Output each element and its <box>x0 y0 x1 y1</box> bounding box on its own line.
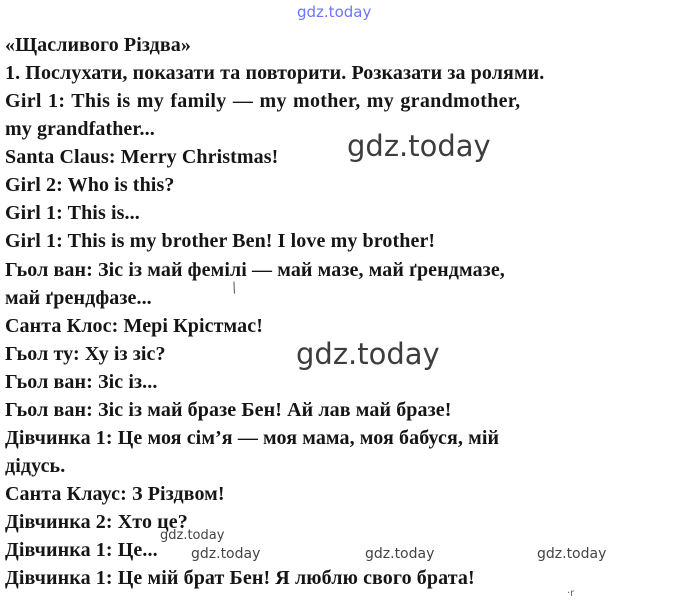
dialogue-line: Гьол ван: Зіс із... <box>5 371 158 393</box>
dialogue-line: Girl 1: This is... <box>5 202 140 224</box>
dialogue-line: Санта Клос: Мері Крістмас! <box>5 315 263 337</box>
stray-pen-mark: ·r <box>567 588 575 599</box>
dialogue-line: Гьол ван: Зіс із май фемілі — май мазе, май ґрендмазе, <box>5 259 505 281</box>
watermark-small: gdz.today <box>191 546 261 562</box>
dialogue-line: Санта Клаус: З Різдвом! <box>5 483 225 505</box>
stray-pen-mark: / <box>229 279 240 297</box>
watermark-small: gdz.today <box>365 546 435 562</box>
watermark-small: gdz.today <box>537 546 607 562</box>
dialogue-line: Santa Claus: Merry Christmas! <box>5 146 279 168</box>
dialogue-line: my grandfather... <box>5 118 155 140</box>
watermark-large: gdz.today <box>347 129 491 163</box>
dialogue-line: Girl 1: This is my brother Ben! I love my brother! <box>5 230 436 252</box>
dialogue-line: Дівчинка 2: Хто це? <box>5 511 188 533</box>
watermark-large: gdz.today <box>296 337 440 371</box>
dialogue-line: Дівчинка 1: Це мій брат Бен! Я люблю свого брата! <box>5 567 475 589</box>
watermark-small: gdz.today <box>160 528 225 543</box>
dialogue-line: Гьол ван: Зіс із май бразе Бен! Ай лав май бразе! <box>5 399 452 421</box>
dialogue-line: Дівчинка 1: Це моя сім’я — моя мама, моя бабуся, мій <box>5 427 500 449</box>
watermark-top: gdz.today <box>297 3 372 21</box>
dialogue-line: дідусь. <box>5 455 66 477</box>
task-instruction: 1. Послухати, показати та повторити. Розказати за ролями. <box>5 62 545 84</box>
dialogue-line: Дівчинка 1: Це... <box>5 539 158 561</box>
dialogue-line: Гьол ту: Ху із зіс? <box>5 343 166 365</box>
dialogue-line: Girl 1: This is my family — my mother, my grandmother, <box>5 90 521 112</box>
dialogue-line: Girl 2: Who is this? <box>5 174 175 196</box>
dialogue-line: май ґрендфазе... <box>5 287 152 309</box>
document-title: «Щасливого Різдва» <box>5 34 191 56</box>
